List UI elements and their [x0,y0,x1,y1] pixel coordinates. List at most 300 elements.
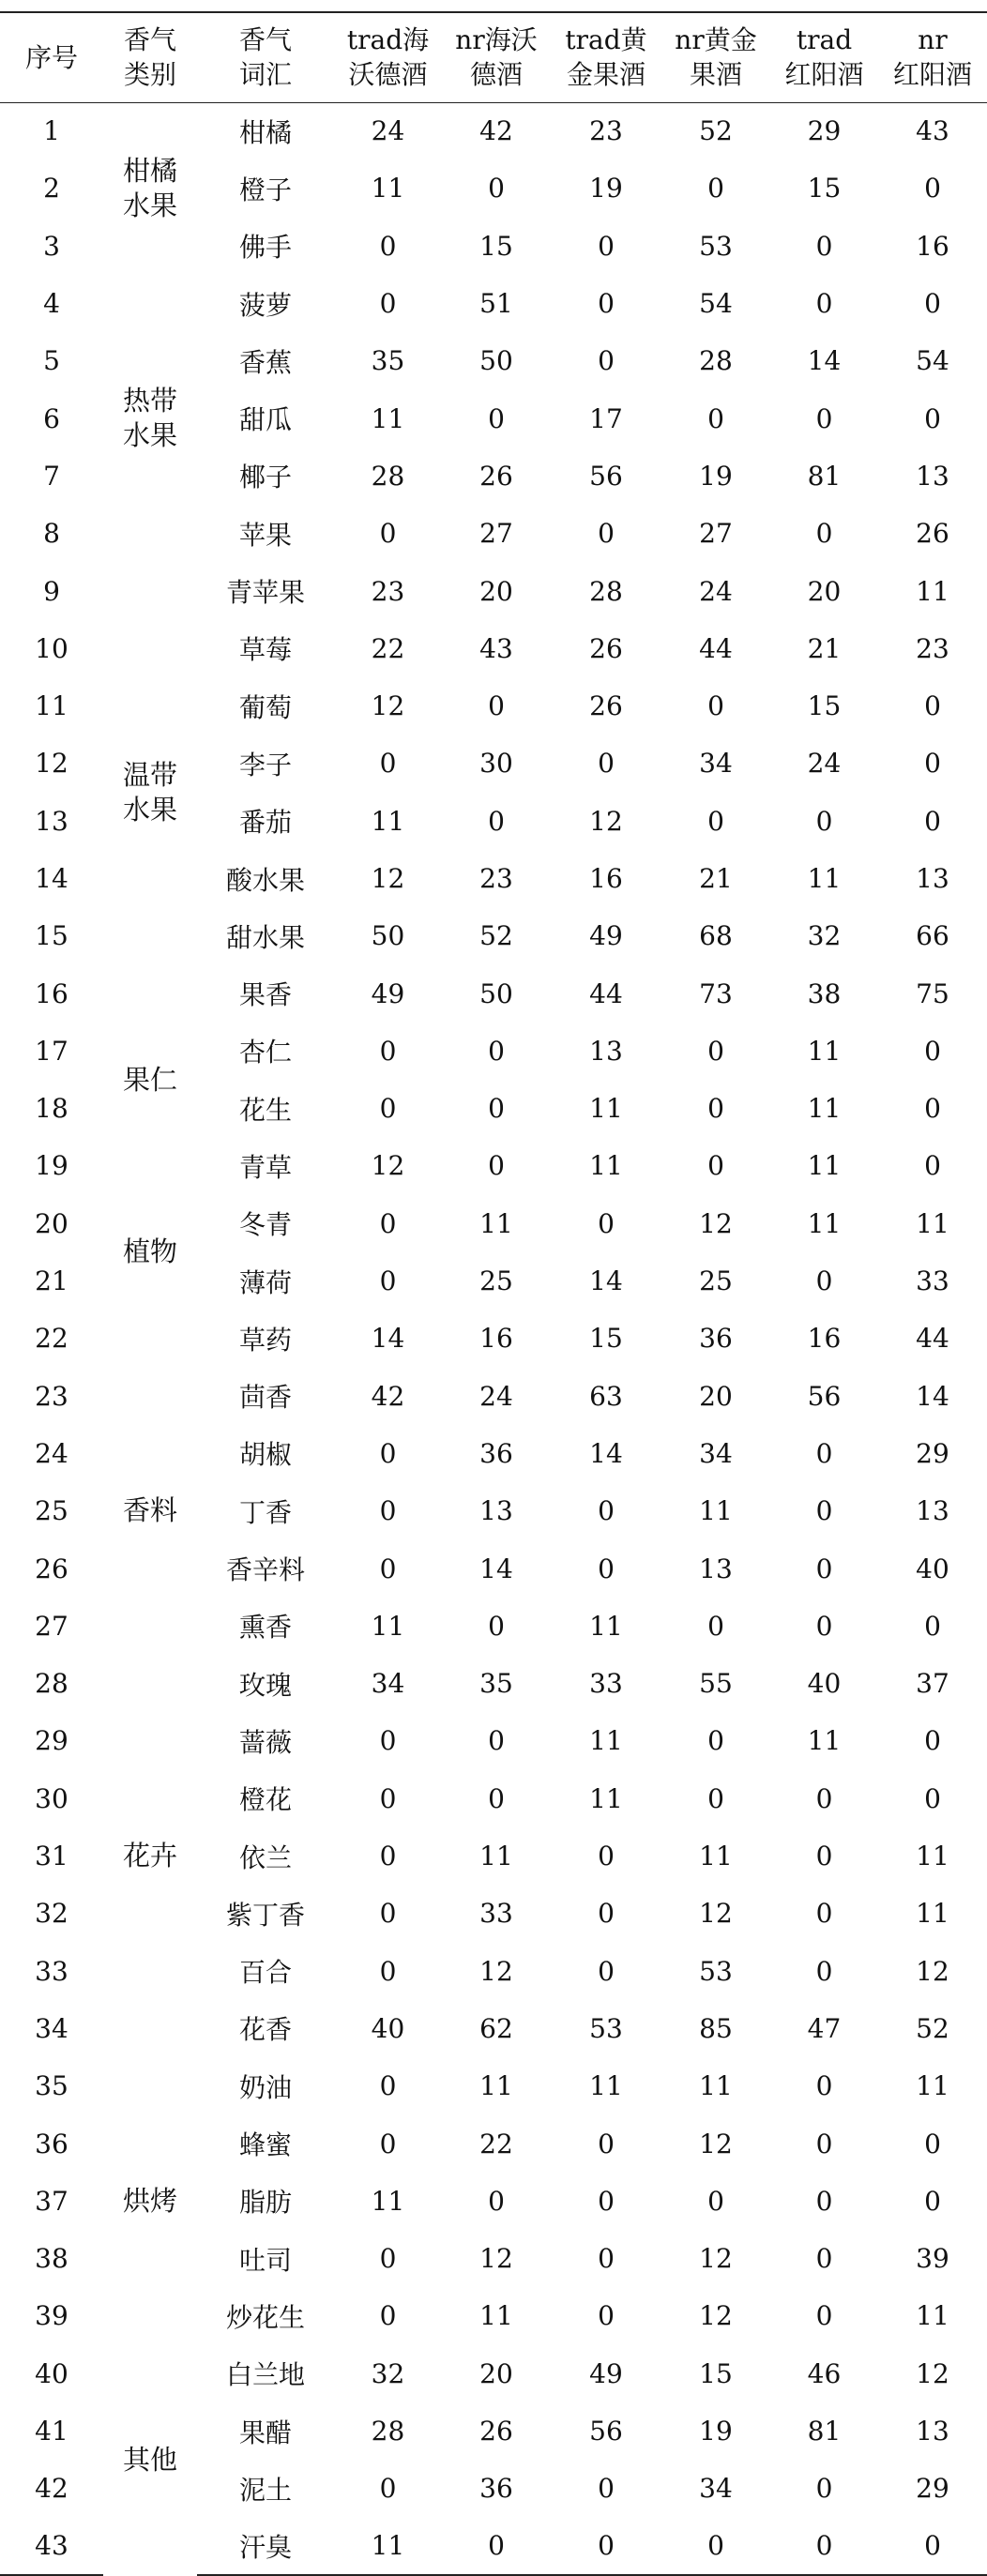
aroma-category-line: 热带 [122,385,177,417]
aroma-category [103,562,197,1022]
value-nr-golden: 27 [699,518,733,550]
value-nr-hongyang: 0 [878,2517,987,2574]
row-index: 28 [35,1668,68,1700]
header-index [0,12,103,102]
value-nr-hayward: 0 [488,2185,505,2217]
value-trad-golden: 0 [598,2243,615,2275]
row-index: 42 [35,2473,68,2505]
value-trad-hongyang: 11 [807,1150,842,1182]
value-nr-hongyang: 39 [916,2243,949,2275]
header-nr-hongyang-line: nr [918,24,948,56]
value-nr-hayward: 43 [479,632,513,664]
aroma-category-line: 温带 [122,758,177,791]
header-nr-golden-line: nr黄金 [675,24,757,56]
value-nr-hayward: 0 [488,1782,505,1814]
header-aroma-category-line: 香气 [123,24,176,56]
value-nr-hongyang: 0 [924,1782,941,1814]
aroma-term: 香蕉 [238,346,292,378]
value-trad-hongyang: 24 [807,748,842,780]
value-trad-hayward: 34 [371,1668,405,1700]
value-nr-golden: 0 [707,2185,724,2217]
value-nr-hayward: 0 [488,1093,505,1125]
value-trad-hongyang: 11 [807,863,842,894]
value-trad-hongyang: 0 [815,1437,833,1469]
aroma-term: 蜂蜜 [238,2129,292,2161]
value-trad-hongyang: 56 [807,1380,842,1412]
value-nr-hayward: 35 [479,1668,513,1700]
value-trad-hayward: 12 [371,863,405,894]
value-nr-hongyang: 11 [916,2070,949,2102]
value-nr-golden: 0 [707,402,724,434]
value-nr-golden: 0 [661,2517,770,2574]
aroma-term: 果香 [238,979,292,1011]
row-index: 35 [35,2070,68,2102]
row-index: 34 [35,2012,68,2044]
value-trad-golden: 53 [589,2012,623,2044]
value-nr-hayward: 11 [479,2070,513,2102]
value-nr-hayward: 33 [479,1898,513,1930]
table-row [0,1023,987,1080]
value-nr-golden: 52 [699,115,733,147]
value-nr-golden: 0 [707,1150,724,1182]
aroma-term: 柑橘 [238,116,292,148]
header-trad-hongyang [770,12,878,102]
value-trad-golden: 26 [589,632,623,664]
value-trad-hongyang: 0 [815,1610,833,1642]
value-trad-golden: 0 [598,230,615,262]
value-nr-hayward: 36 [479,1437,513,1469]
row-index: 36 [35,2128,68,2159]
row-index: 8 [43,518,60,550]
value-nr-hongyang: 11 [916,1898,949,1930]
value-nr-golden: 0 [707,1610,724,1642]
value-trad-hayward: 0 [379,1841,397,1872]
value-trad-hayward: 0 [379,1265,397,1297]
value-trad-hongyang: 0 [815,2070,833,2102]
aroma-term: 脂肪 [238,2187,292,2219]
aroma-category-line: 柑橘 [122,155,177,188]
value-nr-golden: 12 [699,2243,733,2275]
value-trad-golden: 0 [598,518,615,550]
aroma-term: 白兰地 [225,2359,305,2391]
row-index: 18 [35,1093,68,1125]
value-trad-golden: 0 [598,1553,615,1584]
value-trad-hayward: 49 [371,977,405,1009]
table-header [0,12,987,102]
value-nr-hayward: 0 [488,1610,505,1642]
aroma-term: 橙花 [238,1784,292,1816]
value-trad-golden: 0 [598,1955,615,1987]
header-trad-hayward-line: trad海 [346,24,430,56]
value-trad-hongyang: 0 [815,518,833,550]
value-trad-hongyang: 0 [815,2300,833,2332]
value-nr-hongyang: 0 [924,1725,941,1757]
value-trad-hongyang: 38 [807,977,842,1009]
value-nr-golden: 34 [699,2473,733,2505]
value-nr-hayward: 0 [488,1150,505,1182]
aroma-term: 花香 [238,2014,292,2046]
row-index: 26 [35,1553,68,1584]
value-trad-hongyang: 0 [815,2243,833,2275]
row-index: 39 [35,2300,68,2332]
value-trad-hongyang: 15 [807,173,842,205]
row-index: 25 [35,1495,68,1527]
value-nr-golden: 12 [699,1898,733,1930]
header-nr-hongyang-line: 红阳酒 [892,59,972,91]
value-nr-golden: 19 [699,460,733,492]
value-trad-hongyang: 0 [815,1841,833,1872]
row-index: 5 [43,345,60,377]
value-nr-hongyang: 0 [924,748,941,780]
row-index: 4 [43,288,60,320]
value-trad-golden: 0 [598,1841,615,1872]
value-nr-hayward: 27 [479,518,513,550]
aroma-category-line: 其他 [122,2443,177,2476]
aroma-category-line: 水果 [122,419,177,452]
aroma-category [103,1137,197,1367]
value-nr-hongyang: 0 [924,2128,941,2159]
value-trad-hayward: 12 [371,1150,405,1182]
value-nr-golden: 11 [699,1841,733,1872]
value-trad-hongyang: 0 [815,2128,833,2159]
value-trad-hongyang: 0 [815,1265,833,1297]
value-nr-golden: 15 [699,2357,733,2389]
value-trad-hayward: 0 [379,1207,397,1239]
value-trad-hayward: 0 [379,1725,397,1757]
value-trad-golden: 33 [589,1668,623,1700]
value-trad-golden: 56 [589,2416,623,2447]
value-trad-golden: 28 [589,575,623,607]
row-index: 41 [35,2416,68,2447]
value-nr-hongyang: 12 [916,2357,949,2389]
value-nr-hongyang: 12 [916,1955,949,1987]
value-nr-golden: 12 [699,2300,733,2332]
value-trad-golden: 17 [589,402,623,434]
aroma-term: 椰子 [238,462,292,493]
value-nr-golden: 44 [699,632,733,664]
value-trad-hayward: 11 [371,402,405,434]
value-nr-hongyang: 0 [924,690,941,722]
header-trad-hayward [334,12,442,102]
aroma-category-line: 烘烤 [122,2184,177,2217]
value-trad-hayward: 11 [371,173,405,205]
row-index: 7 [43,460,60,492]
header-aroma-term-line: 词汇 [238,59,292,91]
aroma-category [103,1655,197,2057]
aroma-term: 熏香 [238,1612,292,1644]
value-nr-hongyang: 11 [916,2300,949,2332]
value-nr-hayward: 51 [479,288,513,320]
value-nr-golden: 19 [699,2416,733,2447]
value-nr-golden: 68 [699,920,733,952]
value-nr-golden: 0 [707,1093,724,1125]
value-trad-golden: 44 [589,977,623,1009]
header-aroma-term [197,12,334,102]
value-trad-golden: 16 [589,863,623,894]
value-trad-golden: 0 [598,2473,615,2505]
value-nr-hongyang: 16 [916,230,949,262]
aroma-term: 甜水果 [225,921,305,953]
value-trad-hayward: 0 [379,2070,397,2102]
value-nr-hayward: 0 [488,805,505,837]
value-nr-golden: 55 [699,1668,733,1700]
value-trad-golden: 11 [589,1725,623,1757]
header-trad-hongyang-line: trad [796,24,853,56]
value-nr-golden: 0 [707,690,724,722]
value-trad-hayward: 23 [371,575,405,607]
header-aroma-category-line: 类别 [123,59,176,91]
value-trad-hayward: 28 [371,2416,405,2447]
value-trad-hayward: 42 [371,1380,405,1412]
value-nr-hayward: 0 [442,2517,551,2574]
value-nr-golden: 20 [699,1380,733,1412]
value-trad-hayward: 11 [371,1610,405,1642]
value-trad-golden: 26 [589,690,623,722]
aroma-term: 吐司 [238,2244,292,2276]
value-trad-hongyang: 0 [815,2185,833,2217]
value-nr-hayward: 25 [479,1265,513,1297]
value-nr-golden: 28 [699,345,733,377]
aroma-category [103,102,197,275]
table-body [0,102,987,2575]
value-trad-hongyang: 0 [815,2473,833,2505]
value-trad-golden: 0 [598,1207,615,1239]
value-nr-hayward: 15 [479,230,513,262]
value-nr-golden: 34 [699,1437,733,1469]
value-trad-hayward: 14 [371,1323,405,1355]
aroma-term: 蔷薇 [238,1726,292,1758]
value-nr-hongyang: 75 [916,977,949,1009]
row-index: 9 [43,575,60,607]
value-nr-golden: 0 [707,805,724,837]
aroma-term: 菠萝 [238,289,292,321]
row-index: 14 [35,863,68,894]
aroma-category-line: 香料 [122,1494,177,1527]
value-trad-golden: 0 [598,2185,615,2217]
value-nr-hayward: 0 [488,1035,505,1067]
value-trad-hongyang: 15 [807,690,842,722]
value-nr-golden: 21 [699,863,733,894]
aroma-term: 杏仁 [238,1037,292,1068]
aroma-term: 百合 [238,1957,292,1989]
value-trad-golden: 0 [598,345,615,377]
value-nr-golden: 25 [699,1265,733,1297]
aroma-category-line: 水果 [122,189,177,222]
row-index: 20 [35,1207,68,1239]
value-trad-hongyang: 0 [815,805,833,837]
value-trad-hayward: 0 [379,1437,397,1469]
value-nr-golden: 54 [699,288,733,320]
value-nr-hongyang: 23 [916,632,949,664]
header-nr-hongyang [878,12,987,102]
value-trad-hongyang: 0 [815,1553,833,1584]
value-nr-hayward: 20 [479,2357,513,2389]
value-trad-hongyang: 0 [815,230,833,262]
value-trad-hongyang: 0 [815,1495,833,1527]
aroma-term: 酸水果 [225,864,305,896]
value-trad-golden: 0 [598,1495,615,1527]
value-nr-hongyang: 44 [916,1323,949,1355]
value-nr-hongyang: 13 [916,460,949,492]
aroma-term: 青草 [238,1151,292,1183]
value-trad-golden: 0 [551,2517,661,2574]
value-nr-hongyang: 13 [916,1495,949,1527]
aroma-term: 番茄 [238,807,292,839]
value-trad-golden: 49 [589,2357,623,2389]
value-trad-golden: 11 [589,1610,623,1642]
value-trad-hongyang: 40 [807,1668,842,1700]
value-trad-hayward: 0 [379,230,397,262]
row-index: 21 [35,1265,68,1297]
aroma-term: 佛手 [238,232,292,264]
value-trad-hayward: 35 [371,345,405,377]
value-nr-hongyang: 11 [916,1841,949,1872]
value-trad-golden: 63 [589,1380,623,1412]
value-nr-hongyang: 43 [916,115,949,147]
value-nr-hayward: 13 [479,1495,513,1527]
row-index: 6 [43,402,60,434]
row-index: 3 [43,230,60,262]
aroma-category-line: 果仁 [122,1063,177,1096]
row-index: 19 [35,1150,68,1182]
value-trad-golden: 49 [589,920,623,952]
value-trad-hayward: 0 [379,1093,397,1125]
aroma-category [103,1368,197,1655]
header-aroma-category [103,12,197,102]
value-nr-hayward: 50 [479,977,513,1009]
value-nr-hayward: 26 [479,2416,513,2447]
value-nr-golden: 13 [699,1553,733,1584]
row-index: 16 [35,977,68,1009]
value-trad-golden: 12 [589,805,623,837]
aroma-term: 依兰 [238,1841,292,1873]
value-trad-hayward: 0 [379,1955,397,1987]
value-trad-hayward: 0 [379,2473,397,2505]
aroma-term: 炒花生 [225,2301,305,2333]
value-trad-hongyang: 46 [807,2357,842,2389]
value-nr-golden: 11 [699,1495,733,1527]
value-trad-golden: 0 [598,2128,615,2159]
value-trad-hongyang: 11 [807,1093,842,1125]
value-nr-hongyang: 0 [924,2185,941,2217]
aroma-term: 紫丁香 [225,1899,305,1931]
value-trad-hayward: 0 [379,518,397,550]
value-trad-hayward: 0 [379,1898,397,1930]
value-nr-hongyang: 0 [924,1093,941,1125]
aroma-term: 李子 [238,749,292,780]
value-trad-hongyang: 32 [807,920,842,952]
header-trad-golden-line: 金果酒 [566,59,645,91]
value-nr-hongyang: 26 [916,518,949,550]
value-trad-hongyang: 0 [815,1955,833,1987]
value-nr-hongyang: 0 [924,1150,941,1182]
value-nr-hayward: 26 [479,460,513,492]
row-index: 40 [35,2357,68,2389]
aroma-term: 玫瑰 [238,1669,292,1701]
value-nr-hayward: 11 [479,2300,513,2332]
value-nr-hongyang: 0 [924,288,941,320]
row-index: 1 [43,115,60,147]
table-row [0,562,987,619]
value-nr-hayward: 12 [479,2243,513,2275]
aroma-category [103,275,197,562]
value-trad-hongyang: 0 [815,402,833,434]
row-index: 11 [35,690,68,722]
value-nr-hayward: 16 [479,1323,513,1355]
row-index: 38 [35,2243,68,2275]
value-nr-golden: 0 [707,1725,724,1757]
value-nr-hayward: 14 [479,1553,513,1584]
table-row [0,1368,987,1425]
row-index: 24 [35,1437,68,1469]
table-row [0,102,987,159]
value-nr-hongyang: 11 [916,1207,949,1239]
aroma-term: 冬青 [238,1209,292,1241]
value-nr-hayward: 23 [479,863,513,894]
table-row [0,1655,987,1712]
value-nr-golden: 11 [699,2070,733,2102]
aroma-category-line: 植物 [122,1235,177,1268]
header-nr-golden-line: 果酒 [689,59,742,91]
value-trad-golden: 15 [589,1323,623,1355]
value-nr-golden: 85 [699,2012,733,2044]
value-trad-golden: 0 [598,748,615,780]
aroma-term: 花生 [238,1094,292,1126]
value-nr-hongyang: 0 [924,402,941,434]
value-trad-hayward: 0 [379,1782,397,1814]
value-nr-hongyang: 29 [916,2473,949,2505]
value-trad-hongyang: 11 [807,1207,842,1239]
value-trad-hayward: 0 [379,748,397,780]
value-nr-hayward: 50 [479,345,513,377]
value-trad-hongyang: 14 [807,345,842,377]
aroma-term: 草莓 [238,634,292,666]
row-index: 13 [35,805,68,837]
value-nr-hayward: 52 [479,920,513,952]
value-nr-hayward: 42 [479,115,513,147]
row-index: 2 [43,173,60,205]
value-nr-golden: 12 [699,2128,733,2159]
value-trad-golden: 0 [598,288,615,320]
value-nr-hongyang: 33 [916,1265,949,1297]
value-trad-hongyang: 81 [807,460,842,492]
value-trad-golden: 13 [589,1035,623,1067]
value-trad-golden: 11 [589,1093,623,1125]
value-nr-golden: 0 [707,173,724,205]
aroma-term: 汗臭 [197,2517,334,2574]
table-row [0,2345,987,2402]
header-trad-golden [551,12,661,102]
value-trad-hongyang: 20 [807,575,842,607]
aroma-term: 果醋 [238,2417,292,2448]
value-nr-hongyang: 14 [916,1380,949,1412]
value-trad-golden: 14 [589,1265,623,1297]
value-nr-hayward: 0 [488,690,505,722]
value-nr-hayward: 0 [488,402,505,434]
row-index: 15 [35,920,68,952]
value-trad-hongyang: 21 [807,632,842,664]
value-trad-golden: 11 [589,1782,623,1814]
header-index-line: 序号 [24,41,78,73]
value-nr-hayward: 11 [479,1841,513,1872]
value-trad-hayward: 0 [379,1035,397,1067]
value-nr-golden: 53 [699,230,733,262]
value-trad-golden: 0 [598,1898,615,1930]
value-nr-hongyang: 0 [924,805,941,837]
value-trad-golden: 0 [598,2300,615,2332]
value-trad-hongyang: 11 [807,1035,842,1067]
value-trad-hayward: 32 [371,2357,405,2389]
